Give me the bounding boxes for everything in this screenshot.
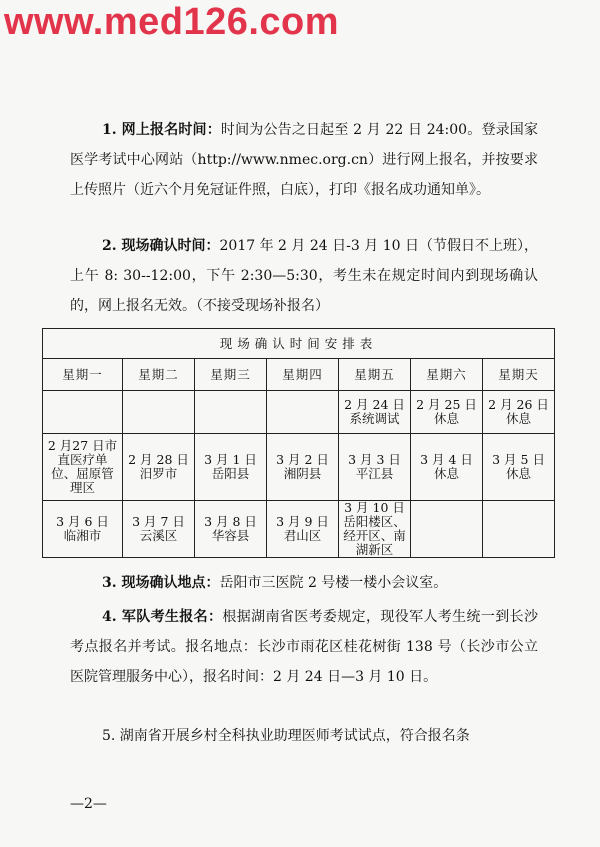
onsite-location-label: 3. 现场确认地点： <box>102 575 220 591</box>
table-cell: 2 月27 日市 直医疗单 位、屈原管 理区 <box>43 434 123 501</box>
military-registration-label: 4. 军队考生报名： <box>102 609 223 625</box>
table-cell <box>43 391 123 434</box>
table-header-cell: 星期三 <box>195 359 267 391</box>
table-cell: 2 月 28 日 汨罗市 <box>123 434 195 501</box>
table-cell: 3 月 9 日 君山区 <box>267 501 339 558</box>
paragraph-online-registration <box>70 115 538 205</box>
online-registration-label: 1. 网上报名时间： <box>102 122 221 138</box>
table-cell: 3 月 6 日 临湘市 <box>43 501 123 558</box>
paragraph-onsite-confirmation-time <box>70 231 538 321</box>
site-watermark: www.med126.com <box>4 1 340 43</box>
table-cell: 2 月 26 日 休息 <box>483 391 555 434</box>
table-cell: 3 月 3 日 平江县 <box>339 434 411 501</box>
table-cell <box>411 501 483 558</box>
paragraph-military-registration <box>70 602 538 692</box>
table-cell <box>123 391 195 434</box>
schedule-table <box>42 328 555 558</box>
table-header-cell: 星期四 <box>267 359 339 391</box>
table-header-cell: 星期六 <box>411 359 483 391</box>
table-header-cell: 星期二 <box>123 359 195 391</box>
table-cell: 3 月 10 日 岳阳楼区、 经开区、南 湖新区 <box>339 501 411 558</box>
table-cell: 3 月 4 日 休息 <box>411 434 483 501</box>
page-number: —2— <box>70 796 107 812</box>
table-cell: 3 月 8 日 华容县 <box>195 501 267 558</box>
table-cell: 3 月 2 日 湘阴县 <box>267 434 339 501</box>
schedule-table-title: 现场确认时间安排表 <box>43 329 555 359</box>
onsite-time-label: 2. 现场确认时间： <box>102 238 220 254</box>
table-row <box>43 501 555 558</box>
table-header-cell: 星期天 <box>483 359 555 391</box>
table-header-cell: 星期一 <box>43 359 123 391</box>
table-row <box>43 434 555 501</box>
onsite-time-text: 2017 年 2 月 24 日-3 月 10 日（节假日不上班），上午 8: 30--12:00，下午 2:30—5:30，考生未在规定时间内到现场确认的，网上报名无效。（不接受现场补报名） <box>70 238 538 314</box>
table-cell: 3 月 7 日 云溪区 <box>123 501 195 558</box>
paragraph-rural-pilot: 5. 湖南省开展乡村全科执业助理医师考试试点，符合报名条 <box>102 728 470 744</box>
paragraph-onsite-location <box>70 568 538 598</box>
table-cell: 2 月 25 日 休息 <box>411 391 483 434</box>
online-registration-text: 时间为公告之日起至 2 月 22 日 24:00。登录国家医学考试中心网站（http://www.nmec.org.cn）进行网上报名，并按要求上传照片（近六个月免冠证件照，白底），打印《报名成功通知单》。 <box>70 122 538 198</box>
table-cell <box>267 391 339 434</box>
table-cell: 2 月 24 日 系统调试 <box>339 391 411 434</box>
table-cell: 3 月 1 日 岳阳县 <box>195 434 267 501</box>
table-cell <box>483 501 555 558</box>
military-registration-text: 根据湖南省医考委规定，现役军人考生统一到长沙考点报名并考试。报名地点：长沙市雨花区桂花树街 138 号（长沙市公立医院管理服务中心），报名时间：2 月 24 日—3 月 10 日。 <box>70 609 538 685</box>
table-row <box>43 391 555 434</box>
table-cell <box>195 391 267 434</box>
table-cell: 3 月 5 日 休息 <box>483 434 555 501</box>
table-header-cell: 星期五 <box>339 359 411 391</box>
onsite-location-text: 岳阳市三医院 2 号楼一楼小会议室。 <box>219 575 448 591</box>
